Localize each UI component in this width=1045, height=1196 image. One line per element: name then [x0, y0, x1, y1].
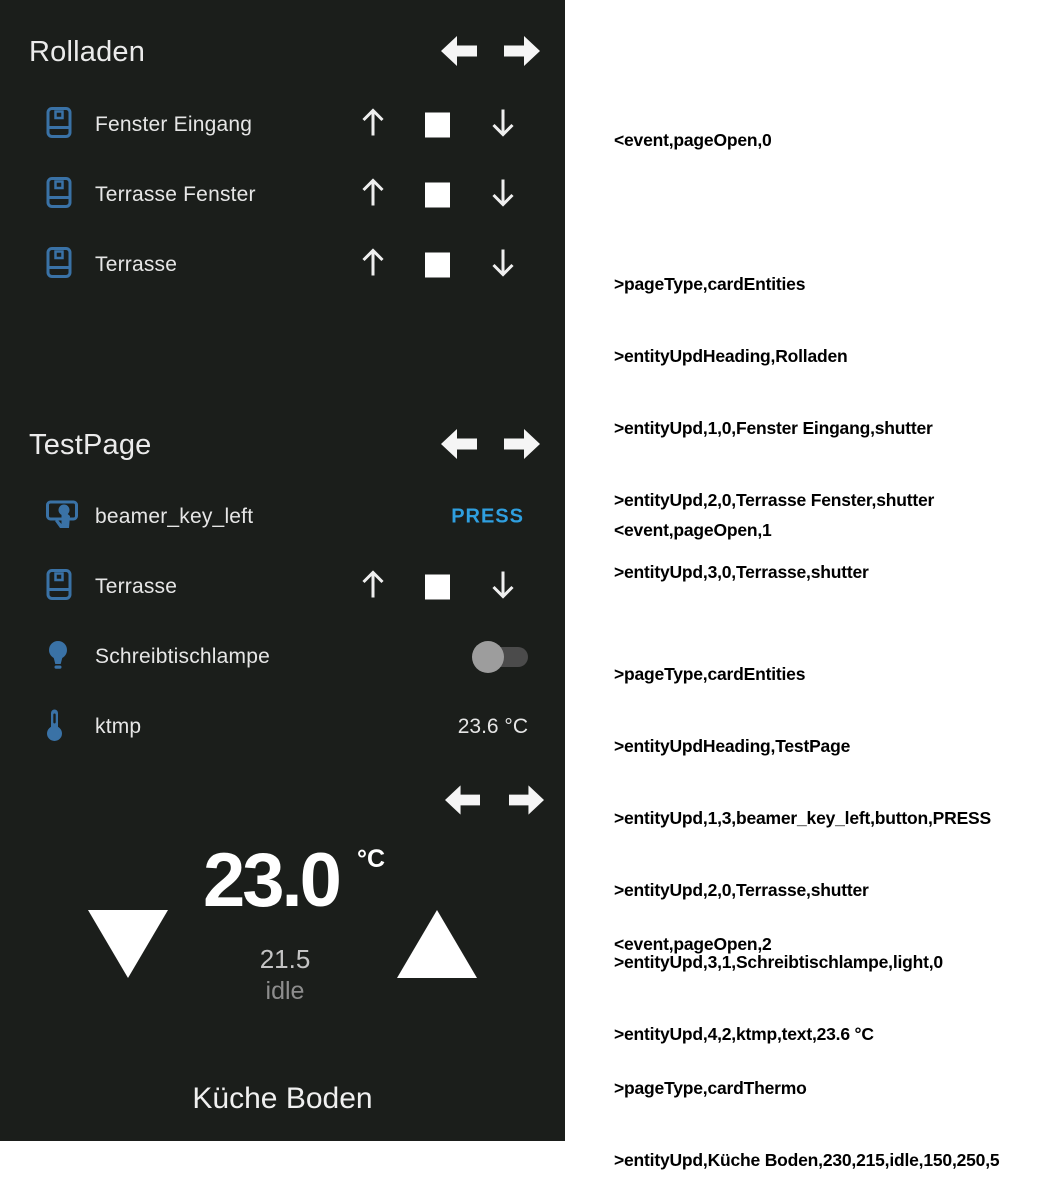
entity-name: Schreibtischlampe: [95, 645, 270, 668]
target-temperature: 21.5: [259, 944, 311, 974]
protocol-blank-line: [614, 590, 991, 614]
shutter-stop-button[interactable]: [425, 253, 450, 278]
shutter-stop-button[interactable]: [425, 183, 450, 208]
protocol-blank-line: [614, 1004, 999, 1028]
shutter-up-button[interactable]: [360, 176, 386, 215]
entity-row: [0, 561, 565, 613]
window-shutter-icon: [46, 569, 72, 606]
page-title: Rolladen: [29, 36, 146, 68]
protocol-line: >entityUpdHeading,Rolladen: [614, 346, 848, 366]
nav-prev-icon[interactable]: [441, 36, 477, 71]
card-entities-rolladen: [0, 0, 565, 410]
gesture-tap-button-icon: [46, 499, 78, 535]
nav-next-icon[interactable]: [504, 429, 540, 464]
window-shutter-icon: [46, 177, 72, 214]
entity-row: [0, 631, 565, 683]
shutter-up-button[interactable]: [360, 568, 386, 607]
entity-row: [0, 701, 565, 753]
toggle-knob: [472, 641, 504, 673]
window-shutter-icon: [46, 107, 72, 144]
shutter-down-button[interactable]: [490, 176, 516, 215]
nav-prev-icon[interactable]: [441, 429, 477, 464]
thermostat-name: Küche Boden: [192, 1082, 373, 1115]
protocol-line: >pageType,cardThermo: [614, 1078, 807, 1098]
temperature-unit: °C: [357, 845, 386, 873]
nav-next-icon[interactable]: [509, 785, 544, 820]
card-entities-testpage: [0, 410, 565, 770]
protocol-line: >entityUpd,1,3,beamer_key_left,button,PRESS: [614, 808, 991, 828]
protocol-line: >entityUpd,3,1,Schreibtischlampe,light,0: [614, 952, 943, 972]
entity-value: 23.6 °C: [457, 715, 528, 738]
entity-name: beamer_key_left: [95, 505, 254, 528]
entity-name: ktmp: [95, 715, 142, 738]
shutter-up-button[interactable]: [360, 106, 386, 145]
protocol-line: >entityUpd,4,2,ktmp,text,23.6 °C: [614, 1024, 874, 1044]
protocol-line: >pageType,cardEntities: [614, 664, 806, 684]
protocol-line: >entityUpd,Küche Boden,230,215,idle,150,250,5: [614, 1150, 1000, 1170]
hvac-state: idle: [265, 977, 305, 1005]
entity-row: [0, 169, 565, 221]
nav-prev-icon[interactable]: [445, 785, 480, 820]
entity-name: Terrasse Fenster: [95, 183, 256, 206]
protocol-line: >entityUpd,1,0,Fenster Eingang,shutter: [614, 418, 933, 438]
page-title: TestPage: [29, 429, 152, 461]
shutter-down-button[interactable]: [490, 568, 516, 607]
press-button[interactable]: PRESS: [451, 505, 524, 528]
entity-row: [0, 99, 565, 151]
entity-name: Terrasse: [95, 575, 178, 598]
thermometer-icon: [46, 708, 63, 747]
protocol-line: >entityUpd,3,0,Terrasse,shutter: [614, 562, 869, 582]
protocol-blank-line: [614, 200, 934, 224]
light-toggle-switch[interactable]: [472, 640, 528, 674]
protocol-line: >pageType,cardEntities: [614, 274, 806, 294]
lightbulb-icon: [46, 639, 70, 675]
entity-name: Terrasse: [95, 253, 178, 276]
shutter-stop-button[interactable]: [425, 113, 450, 138]
entity-name: Fenster Eingang: [95, 113, 253, 136]
protocol-line: >entityUpdHeading,TestPage: [614, 736, 851, 756]
protocol-line: >entityUpd,2,0,Terrasse,shutter: [614, 880, 869, 900]
entity-row: [0, 491, 565, 543]
window-shutter-icon: [46, 247, 72, 284]
nav-next-icon[interactable]: [504, 36, 540, 71]
current-temperature: 23.0: [203, 838, 339, 923]
protocol-line: <event,pageOpen,2: [614, 934, 772, 954]
protocol-line: <event,pageOpen,1: [614, 520, 772, 540]
entity-row: [0, 239, 565, 291]
protocol-block-page2: [614, 884, 999, 1196]
shutter-down-button[interactable]: [490, 106, 516, 145]
shutter-up-button[interactable]: [360, 246, 386, 285]
protocol-line: >entityUpd,2,0,Terrasse Fenster,shutter: [614, 490, 935, 510]
protocol-line: <event,pageOpen,0: [614, 130, 772, 150]
shutter-down-button[interactable]: [490, 246, 516, 285]
shutter-stop-button[interactable]: [425, 575, 450, 600]
